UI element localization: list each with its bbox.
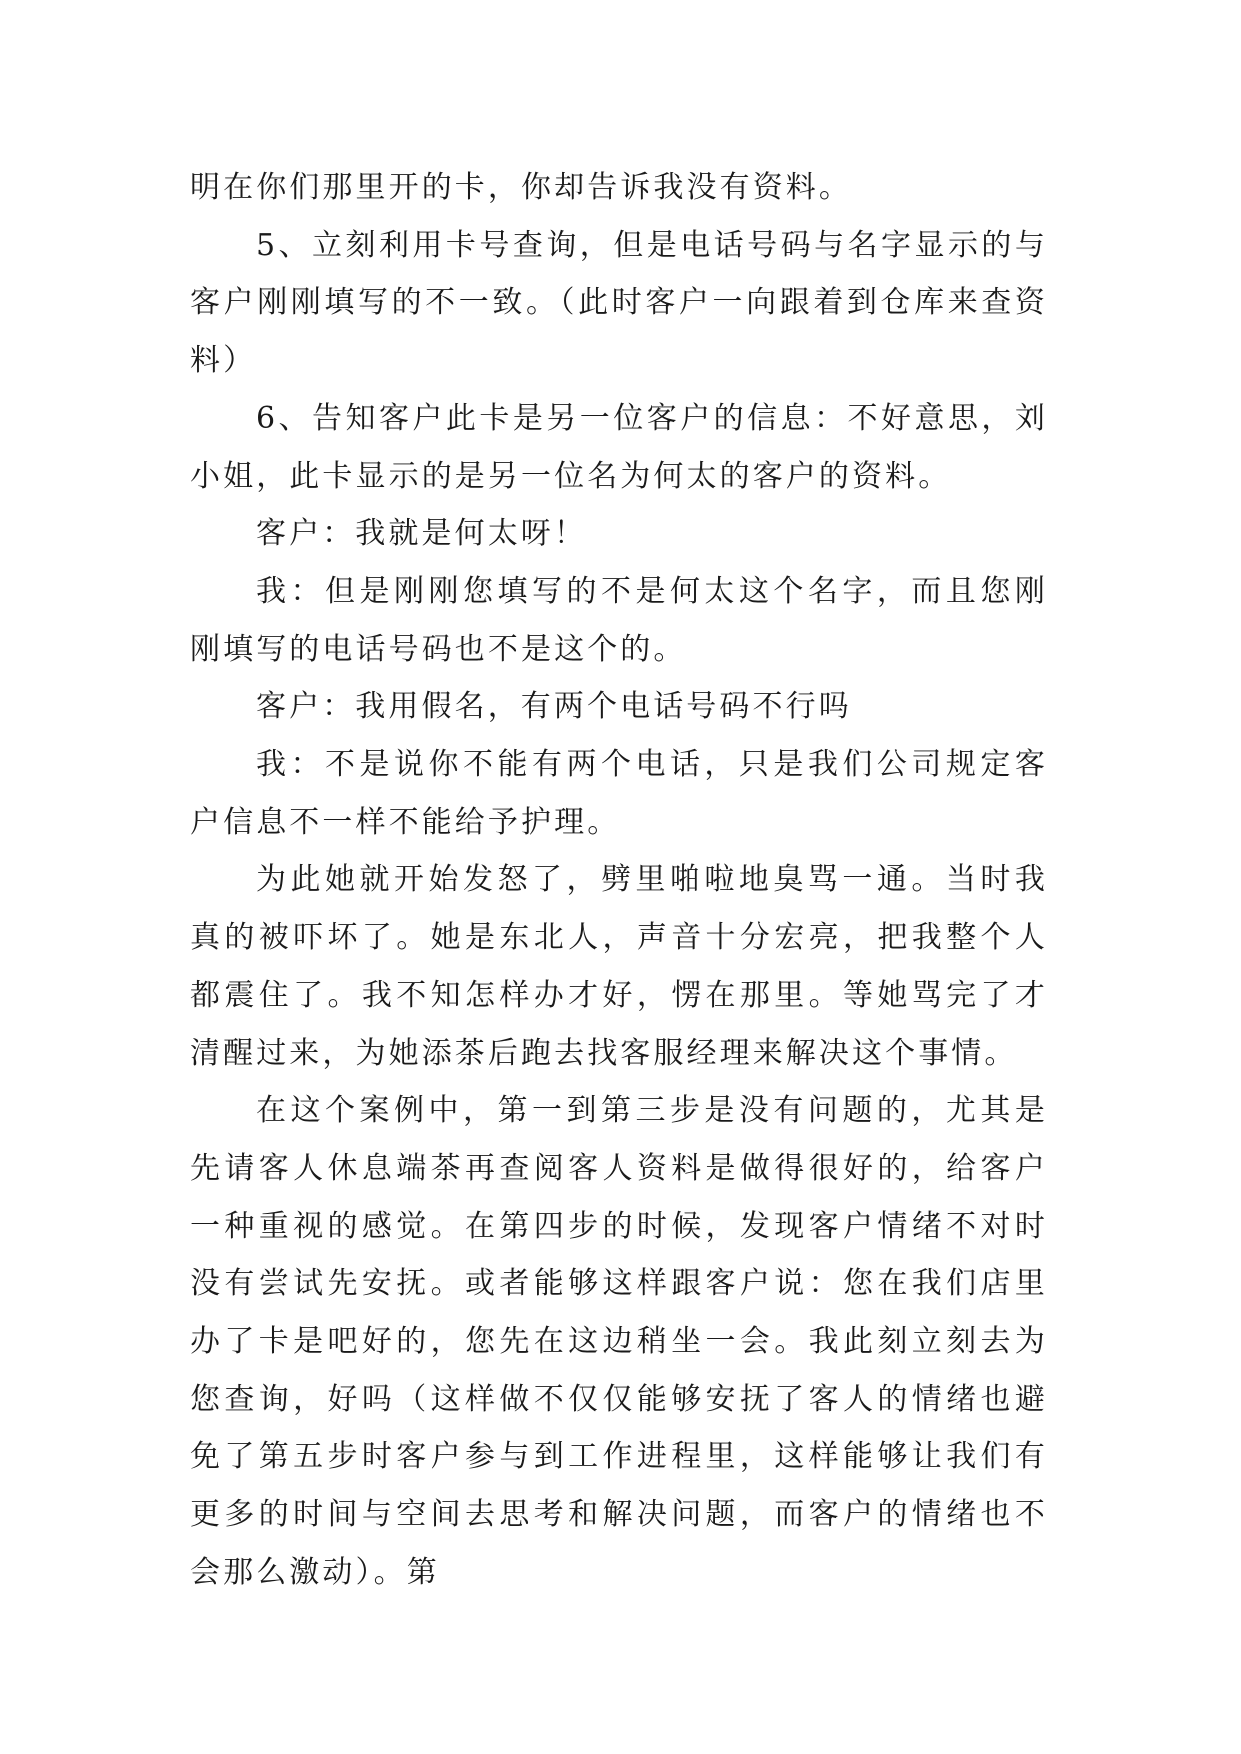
paragraph-1: 明在你们那里开的卡，你却告诉我没有资料。 [190,170,852,205]
document-body [190,159,1048,1602]
paragraph-9: 在这个案例中，第一到第三步是没有问题的，尤其是先请客人休息端茶再查阅客人资料是做得很好的，给客户一种重视的感觉。在第四步的时候，发现客户情绪不对时没有尝试先安抚。或者能够这样跟客户说：您在我们店里办了卡是吧好的，您先在这边稍坐一会。我此刻立刻去为您查询，好吗（这样做不仅仅能够安抚了客人的情绪也避免了第五步时客户参与到工作进程里，这样能够让我们有更多的时间与空间去思考和解决问题，而客户的情绪也不会那么激动）。第 [190,1093,1048,1590]
paragraph-2: 5、立刻利用卡号查询，但是电话号码与名字显示的与客户刚刚填写的不一致。（此时客户一向跟着到仓库来查资料） [190,227,1048,379]
paragraph-6: 客户：我用假名，有两个电话号码不行吗 [256,689,852,725]
paragraph-4: 客户：我就是何太呀！ [256,516,587,552]
paragraph-7: 我：不是说你不能有两个电话，只是我们公司规定客户信息不一样不能给予护理。 [190,747,1048,840]
paragraph-5: 我：但是刚刚您填写的不是何太这个名字，而且您刚刚填写的电话号码也不是这个的。 [190,573,1048,667]
paragraph-8: 为此她就开始发怒了，劈里啪啦地臭骂一通。当时我真的被吓坏了。她是东北人，声音十分宏亮，把我整个人都震住了。我不知怎样办才好，愣在那里。等她骂完了才清醒过来，为她添茶后跑去找客服经理来解决这个事情。 [190,862,1048,1071]
paragraph-3: 6、告知客户此卡是另一位客户的信息：不好意思，刘小姐，此卡显示的是另一位名为何太的客户的资料。 [190,400,1048,494]
